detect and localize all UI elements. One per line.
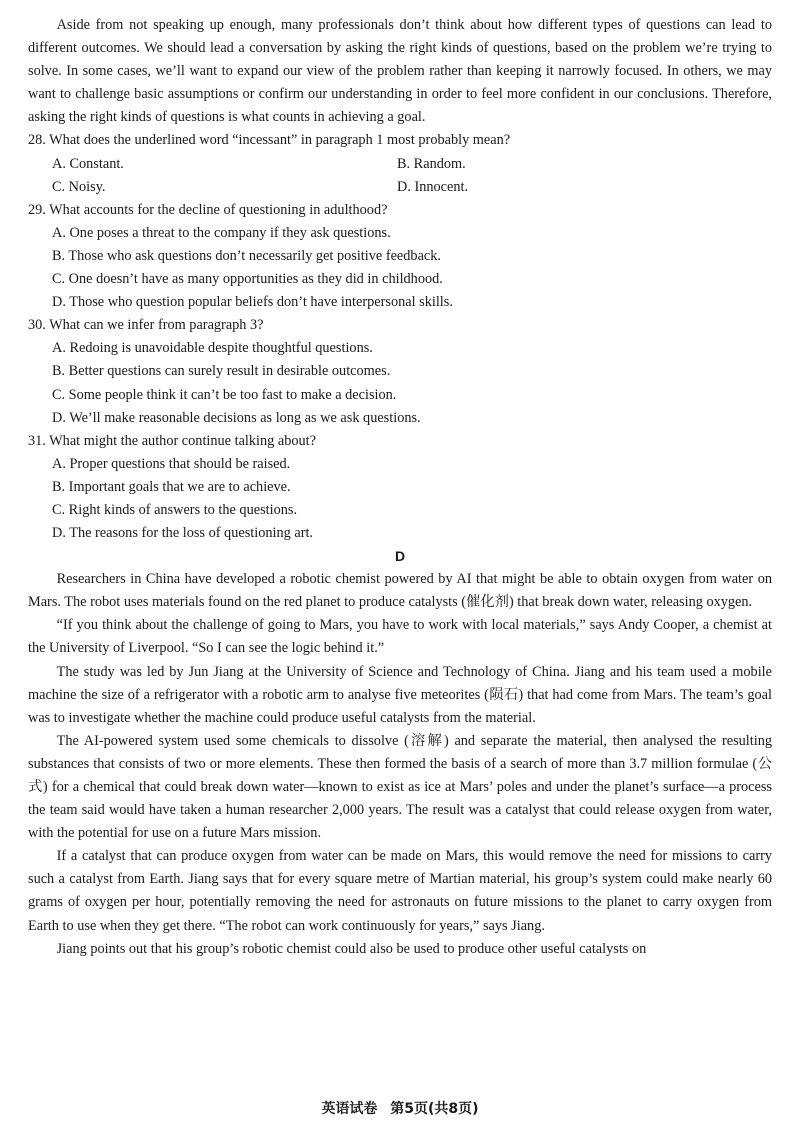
option-b: B. Better questions can surely result in desirable outcomes.: [52, 363, 391, 380]
passage-d-paragraph-1: Researchers in China have developed a robotic chemist powered by AI that might be able to obtain oxygen from water on Mars. The robot uses materials found on the red planet to produce catalysts (催化剂) that break down water, releasing oxygen.: [28, 571, 772, 611]
option-c: C. Right kinds of answers to the questions.: [52, 501, 298, 518]
footer-subject: 英语试卷: [321, 1101, 378, 1117]
footer-page-number: 第5页(共8页): [390, 1101, 479, 1117]
question-30: [28, 314, 772, 429]
option-d: D. The reasons for the loss of questioning art.: [52, 525, 314, 542]
option-list: [28, 153, 772, 199]
option-d: D. Innocent.: [397, 178, 469, 195]
passage-d-paragraph-2: “If you think about the challenge of going to Mars, you have to work with local materials,” says Andy Cooper, a chemist at the University of Liverpool. “So I can see the logic behind it.”: [28, 617, 772, 657]
question-28: [28, 129, 772, 198]
option-a: A. Proper questions that should be raised.: [52, 455, 291, 472]
question-31: [28, 430, 772, 545]
option-b: B. Random.: [397, 155, 466, 172]
option-c: C. One doesn’t have as many opportunities as they did in childhood.: [52, 271, 443, 288]
passage-d-paragraph-4: The AI-powered system used some chemicals to dissolve (溶解) and separate the material, then analysed the resulting substances that consists of two or more elements. These then formed the basis of a search of more than 3.7 million formulae (公式) for a chemical that could break down water—known to exist as ice at Mars’ poles and under the planet’s surface—a process the team said would have taken a human researcher 2,000 years. The result was a catalyst that could release oxygen from water, with the potential for use on a future Mars mission.: [28, 732, 772, 842]
question-stem: 28. What does the underlined word “incessant” in paragraph 1 most probably mean?: [28, 132, 511, 149]
option-d: D. Those who question popular beliefs don’t have interpersonal skills.: [52, 294, 453, 311]
question-stem: 31. What might the author continue talking about?: [28, 432, 316, 449]
page-footer: [0, 1098, 800, 1121]
question-stem: 30. What can we infer from paragraph 3?: [28, 317, 264, 334]
passage-d-paragraph-6: Jiang points out that his group’s robotic chemist could also be used to produce other useful catalysts on: [56, 940, 647, 957]
option-c: C. Noisy.: [52, 178, 106, 195]
option-c: C. Some people think it can’t be too fast to make a decision.: [52, 386, 397, 403]
option-a: A. Constant.: [52, 155, 124, 172]
option-d: D. We’ll make reasonable decisions as long as we ask questions.: [52, 409, 421, 426]
section-heading-d: D: [394, 548, 406, 565]
passage-d-paragraph-5: If a catalyst that can produce oxygen from water can be made on Mars, this would remove the need for missions to carry such a catalyst from Earth. Jiang says that for every square metre of Martian material, his group’s system could make nearly 60 grams of oxygen per hour, potentially removing the need for astronauts on future missions to the planet to carry oxygen from Earth to use when they get there. “The robot can work continuously for years,” says Jiang.: [28, 848, 772, 934]
option-a: A. One poses a threat to the company if they ask questions.: [52, 224, 391, 241]
option-b: B. Those who ask questions don’t necessarily get positive feedback.: [52, 247, 441, 264]
passage-d-paragraph-3: The study was led by Jun Jiang at the University of Science and Technology of China. Jiang and his team used a mobile machine the size of a refrigerator with a robotic arm to analyse five meteorites (陨石) that had come from Mars. The team’s goal was to investigate whether the machine could produce useful catalysts from the material.: [28, 663, 772, 726]
option-a: A. Redoing is unavoidable despite thoughtful questions.: [52, 340, 373, 357]
question-29: [28, 199, 772, 314]
option-b: B. Important goals that we are to achieve.: [52, 478, 291, 495]
question-stem: 29. What accounts for the decline of questioning in adulthood?: [28, 201, 388, 218]
passage-c-final-paragraph: Aside from not speaking up enough, many professionals don’t think about how different types of questions can lead to different outcomes. We should lead a conversation by asking the right kinds of questions, based on the problem we’re trying to solve. In some cases, we’ll want to expand our view of the problem rather than keeping it narrowly focused. In others, we may want to challenge basic assumptions or confirm our understanding in order to feel more confident in our conclusions. Therefore, asking the right kinds of questions is what counts in achieving a goal.: [28, 17, 772, 126]
